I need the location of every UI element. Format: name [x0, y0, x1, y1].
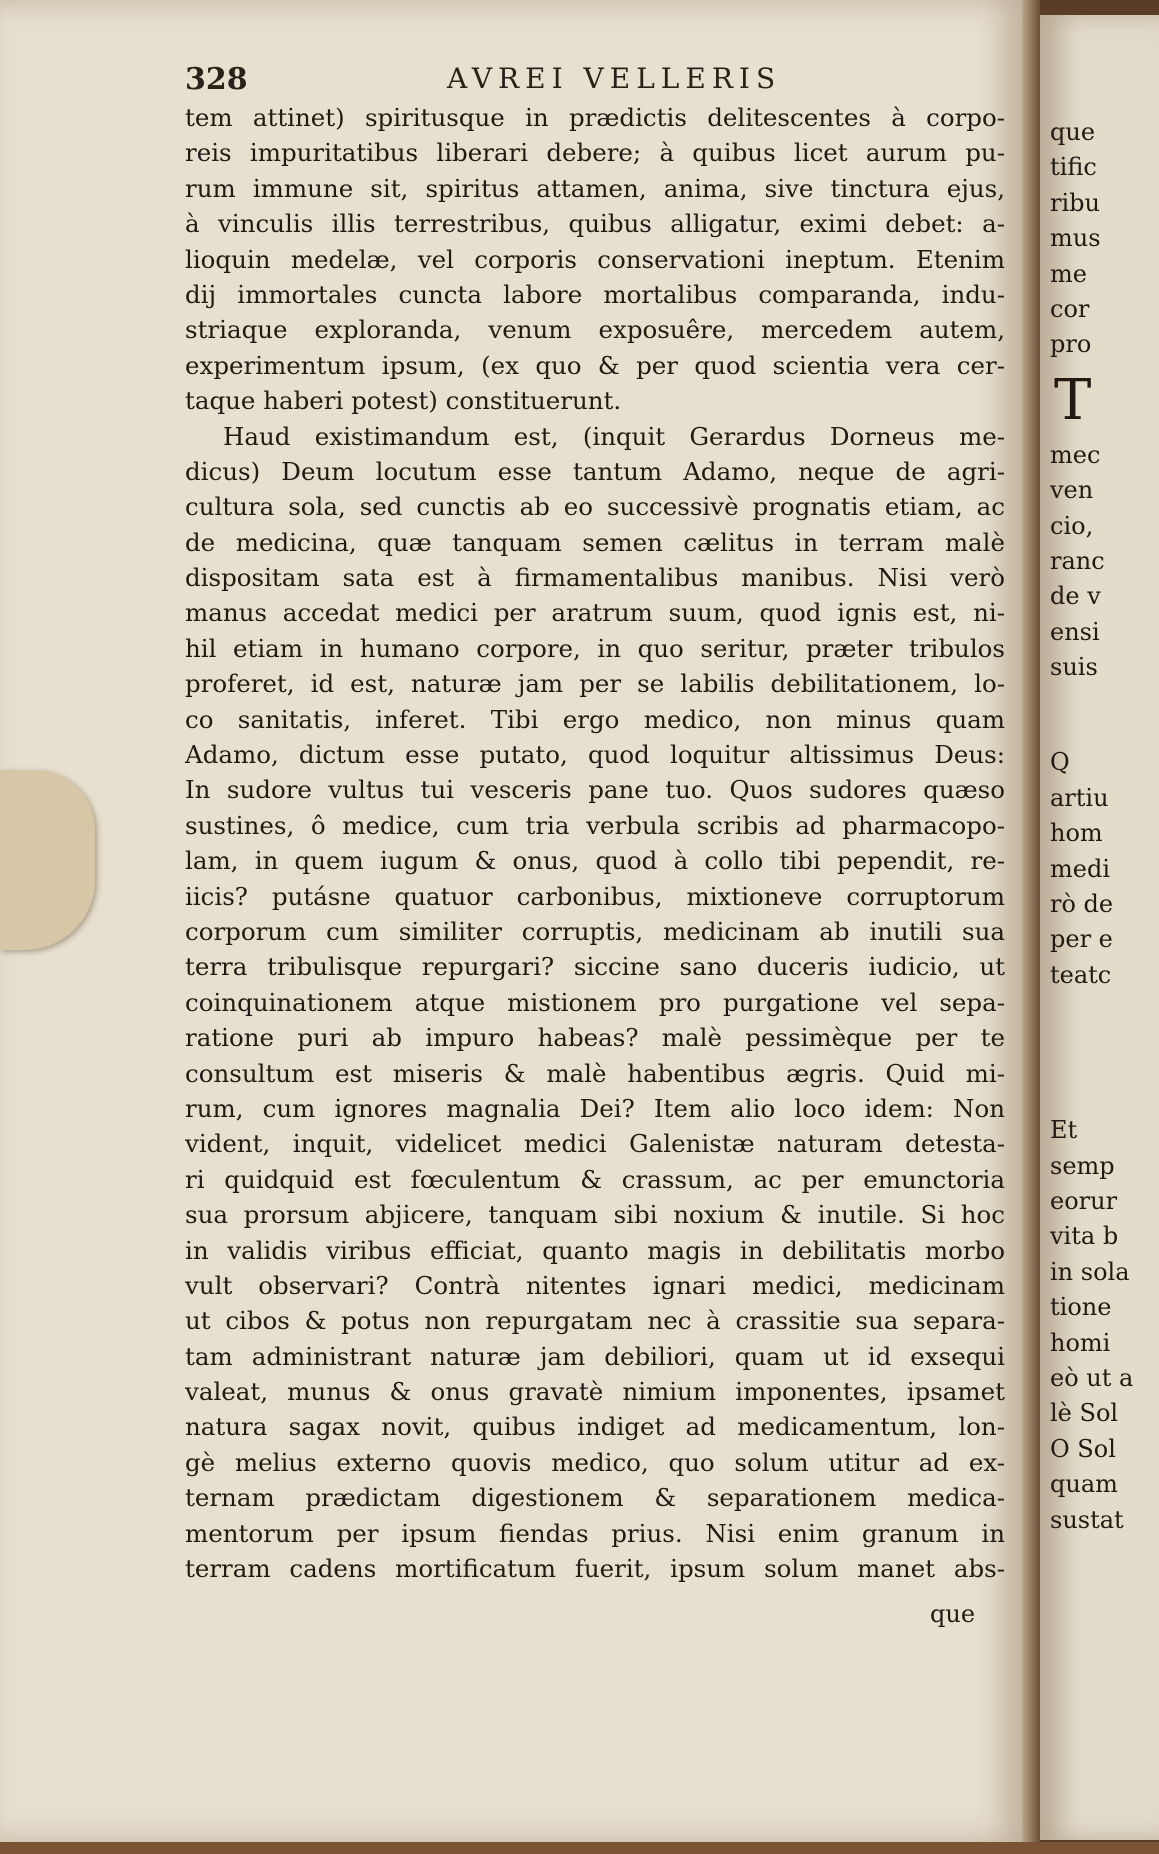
right-line: ranc	[1050, 546, 1105, 575]
book-gutter	[1022, 0, 1040, 1854]
right-line: hom	[1050, 819, 1103, 848]
text-line: valeat, munus & onus gravatè nimium imponentes, ipsamet	[185, 1377, 1005, 1407]
section-initial: Et	[1050, 1116, 1078, 1145]
right-line: medi	[1050, 854, 1110, 883]
text-line: iicis? putásne quatuor carbonibus, mixtioneve corruptorum	[185, 881, 1005, 911]
text-line: dicus) Deum locutum esse tantum Adamo, neque de agri-	[185, 456, 1005, 486]
text-line: tem attinet) spiritusque in prædictis delitescentes à corpo-	[185, 103, 1005, 132]
right-line: eorur	[1050, 1186, 1118, 1215]
right-line: in sola	[1050, 1257, 1130, 1286]
drop-initial: T	[1054, 367, 1092, 433]
right-line: teatc	[1050, 960, 1112, 989]
right-line: semp	[1050, 1151, 1115, 1180]
text-line: dispositam sata est à firmamentalibus manibus. Nisi verò	[185, 563, 1005, 593]
text-line: reis impuritatibus liberari debere; à quibus licet aurum pu-	[185, 138, 1005, 168]
right-page	[1040, 15, 1159, 1840]
right-line: que	[1050, 118, 1096, 146]
text-line: gè melius externo quovis medico, quo solum utitur ad ex-	[185, 1447, 1005, 1477]
text-line: natura sagax novit, quibus indiget ad medicamentum, lon-	[185, 1412, 1005, 1442]
right-line: me	[1050, 259, 1087, 288]
body-text	[185, 100, 1005, 1586]
page-header	[185, 62, 1005, 100]
right-line: O Sol	[1050, 1434, 1116, 1463]
text-line: vident, inquit, videlicet medici Galenistæ naturam detesta-	[185, 1129, 1005, 1159]
text-line: ut cibos & potus non repurgatam nec à crassitie sua separa-	[185, 1306, 1005, 1336]
text-line: in validis viribus efficiat, quanto magis in debilitatis morbo	[185, 1235, 1005, 1265]
text-line: consultum est miseris & malè habentibus ægris. Quid mi-	[185, 1058, 1005, 1088]
right-line: tific	[1050, 153, 1097, 182]
text-line: cultura sola, sed cunctis ab eo successivè prognatis etiam, ac	[185, 492, 1005, 522]
text-line: Adamo, dictum esse putato, quod loquitur altissimus Deus:	[185, 740, 1005, 770]
right-line: lè Sol	[1050, 1399, 1119, 1428]
right-line: mec	[1050, 440, 1101, 469]
text-line: In sudore vultus tui vesceris pane tuo. Quos sudores quæso	[185, 775, 1005, 805]
text-line: sua prorsum abjicere, tanquam sibi noxium & inutile. Si hoc	[185, 1200, 1005, 1230]
right-line: pro	[1050, 330, 1092, 359]
text-line: mentorum per ipsum fiendas prius. Nisi enim granum in	[185, 1518, 1005, 1548]
text-line: tam administrant naturæ jam debiliori, quam ut id exsequi	[185, 1341, 1005, 1371]
text-line: terram cadens mortificatum fuerit, ipsum solum manet abs-	[185, 1554, 1005, 1584]
right-line: homi	[1050, 1328, 1111, 1357]
text-line: proferet, id est, naturæ jam per se labilis debilitationem, lo-	[185, 669, 1005, 699]
text-line: rum, cum ignores magnalia Dei? Item alio loco idem: Non	[185, 1093, 1005, 1123]
text-line: coinquinationem atque mistionem pro purgatione vel sepa-	[185, 987, 1005, 1017]
right-line: de v	[1050, 582, 1101, 611]
right-line: quam	[1050, 1470, 1118, 1499]
text-line: hil etiam in humano corpore, in quo seritur, præter tribulos	[185, 633, 1005, 663]
page-number: 328	[185, 62, 248, 97]
right-line: cio,	[1050, 511, 1094, 540]
section-initial: Q	[1050, 748, 1070, 777]
right-line: rò de	[1050, 890, 1114, 919]
right-line: ribu	[1050, 188, 1100, 217]
text-line: co sanitatis, inferet. Tibi ergo medico, non minus quam	[185, 704, 1005, 734]
right-line: vita b	[1050, 1222, 1119, 1251]
right-line: per e	[1050, 925, 1113, 954]
right-line: ven	[1050, 476, 1094, 505]
right-line: ensi	[1050, 617, 1100, 646]
text-line: à vinculis illis terrestribus, quibus alligatur, eximi debet: a-	[185, 209, 1005, 239]
right-line: tione	[1050, 1293, 1112, 1322]
catchword: que	[930, 1600, 976, 1628]
right-page-text	[1050, 115, 1159, 1538]
paragraph-start: Haud existimandum est, (inquit Gerardus Dorneus me-	[223, 421, 1005, 451]
text-line: experimentum ipsum, (ex quo & per quod scientia vera cer-	[185, 350, 1005, 380]
text-line: de medicina, quæ tanquam semen cælitus in terram malè	[185, 527, 1005, 557]
text-line: lioquin medelæ, vel corporis conservationi ineptum. Etenim	[185, 244, 1005, 274]
right-line: mus	[1050, 224, 1101, 253]
text-line: terra tribulisque repurgari? siccine sano duceris iudicio, ut	[185, 952, 1005, 982]
right-line: suis	[1050, 653, 1098, 682]
running-title: AVREI VELLERIS	[447, 62, 782, 95]
right-line: artiu	[1050, 783, 1109, 812]
right-line: sustat	[1050, 1505, 1124, 1534]
right-line: cor	[1050, 294, 1090, 323]
text-line: rum immune sit, spiritus attamen, anima, sive tinctura ejus,	[185, 173, 1005, 203]
text-line: dij immortales cuncta labore mortalibus comparanda, indu-	[185, 279, 1005, 309]
text-line: ri quidquid est fœculentum & crassum, ac per emunctoria	[185, 1164, 1005, 1194]
text-line: taque haberi potest) constituerunt.	[185, 386, 622, 416]
right-line: eò ut a	[1050, 1363, 1134, 1392]
book-edge	[0, 1842, 1159, 1854]
text-line: sustines, ô medice, cum tria verbula scribis ad pharmacopo-	[185, 810, 1005, 840]
text-line: ternam prædictam digestionem & separationem medica-	[185, 1483, 1005, 1513]
text-line: lam, in quem iugum & onus, quod à collo tibi pependit, re-	[185, 846, 1005, 876]
text-line: ratione puri ab impuro habeas? malè pessimèque per te	[185, 1023, 1005, 1053]
text-line: vult observari? Contrà nitentes ignari medici, medicinam	[185, 1270, 1005, 1300]
text-line: manus accedat medici per aratrum suum, quod ignis est, ni-	[185, 598, 1005, 628]
text-line: corporum cum similiter corruptis, medicinam ab inutili sua	[185, 916, 1005, 946]
text-line: striaque exploranda, venum exposuêre, mercedem autem,	[185, 315, 1005, 345]
